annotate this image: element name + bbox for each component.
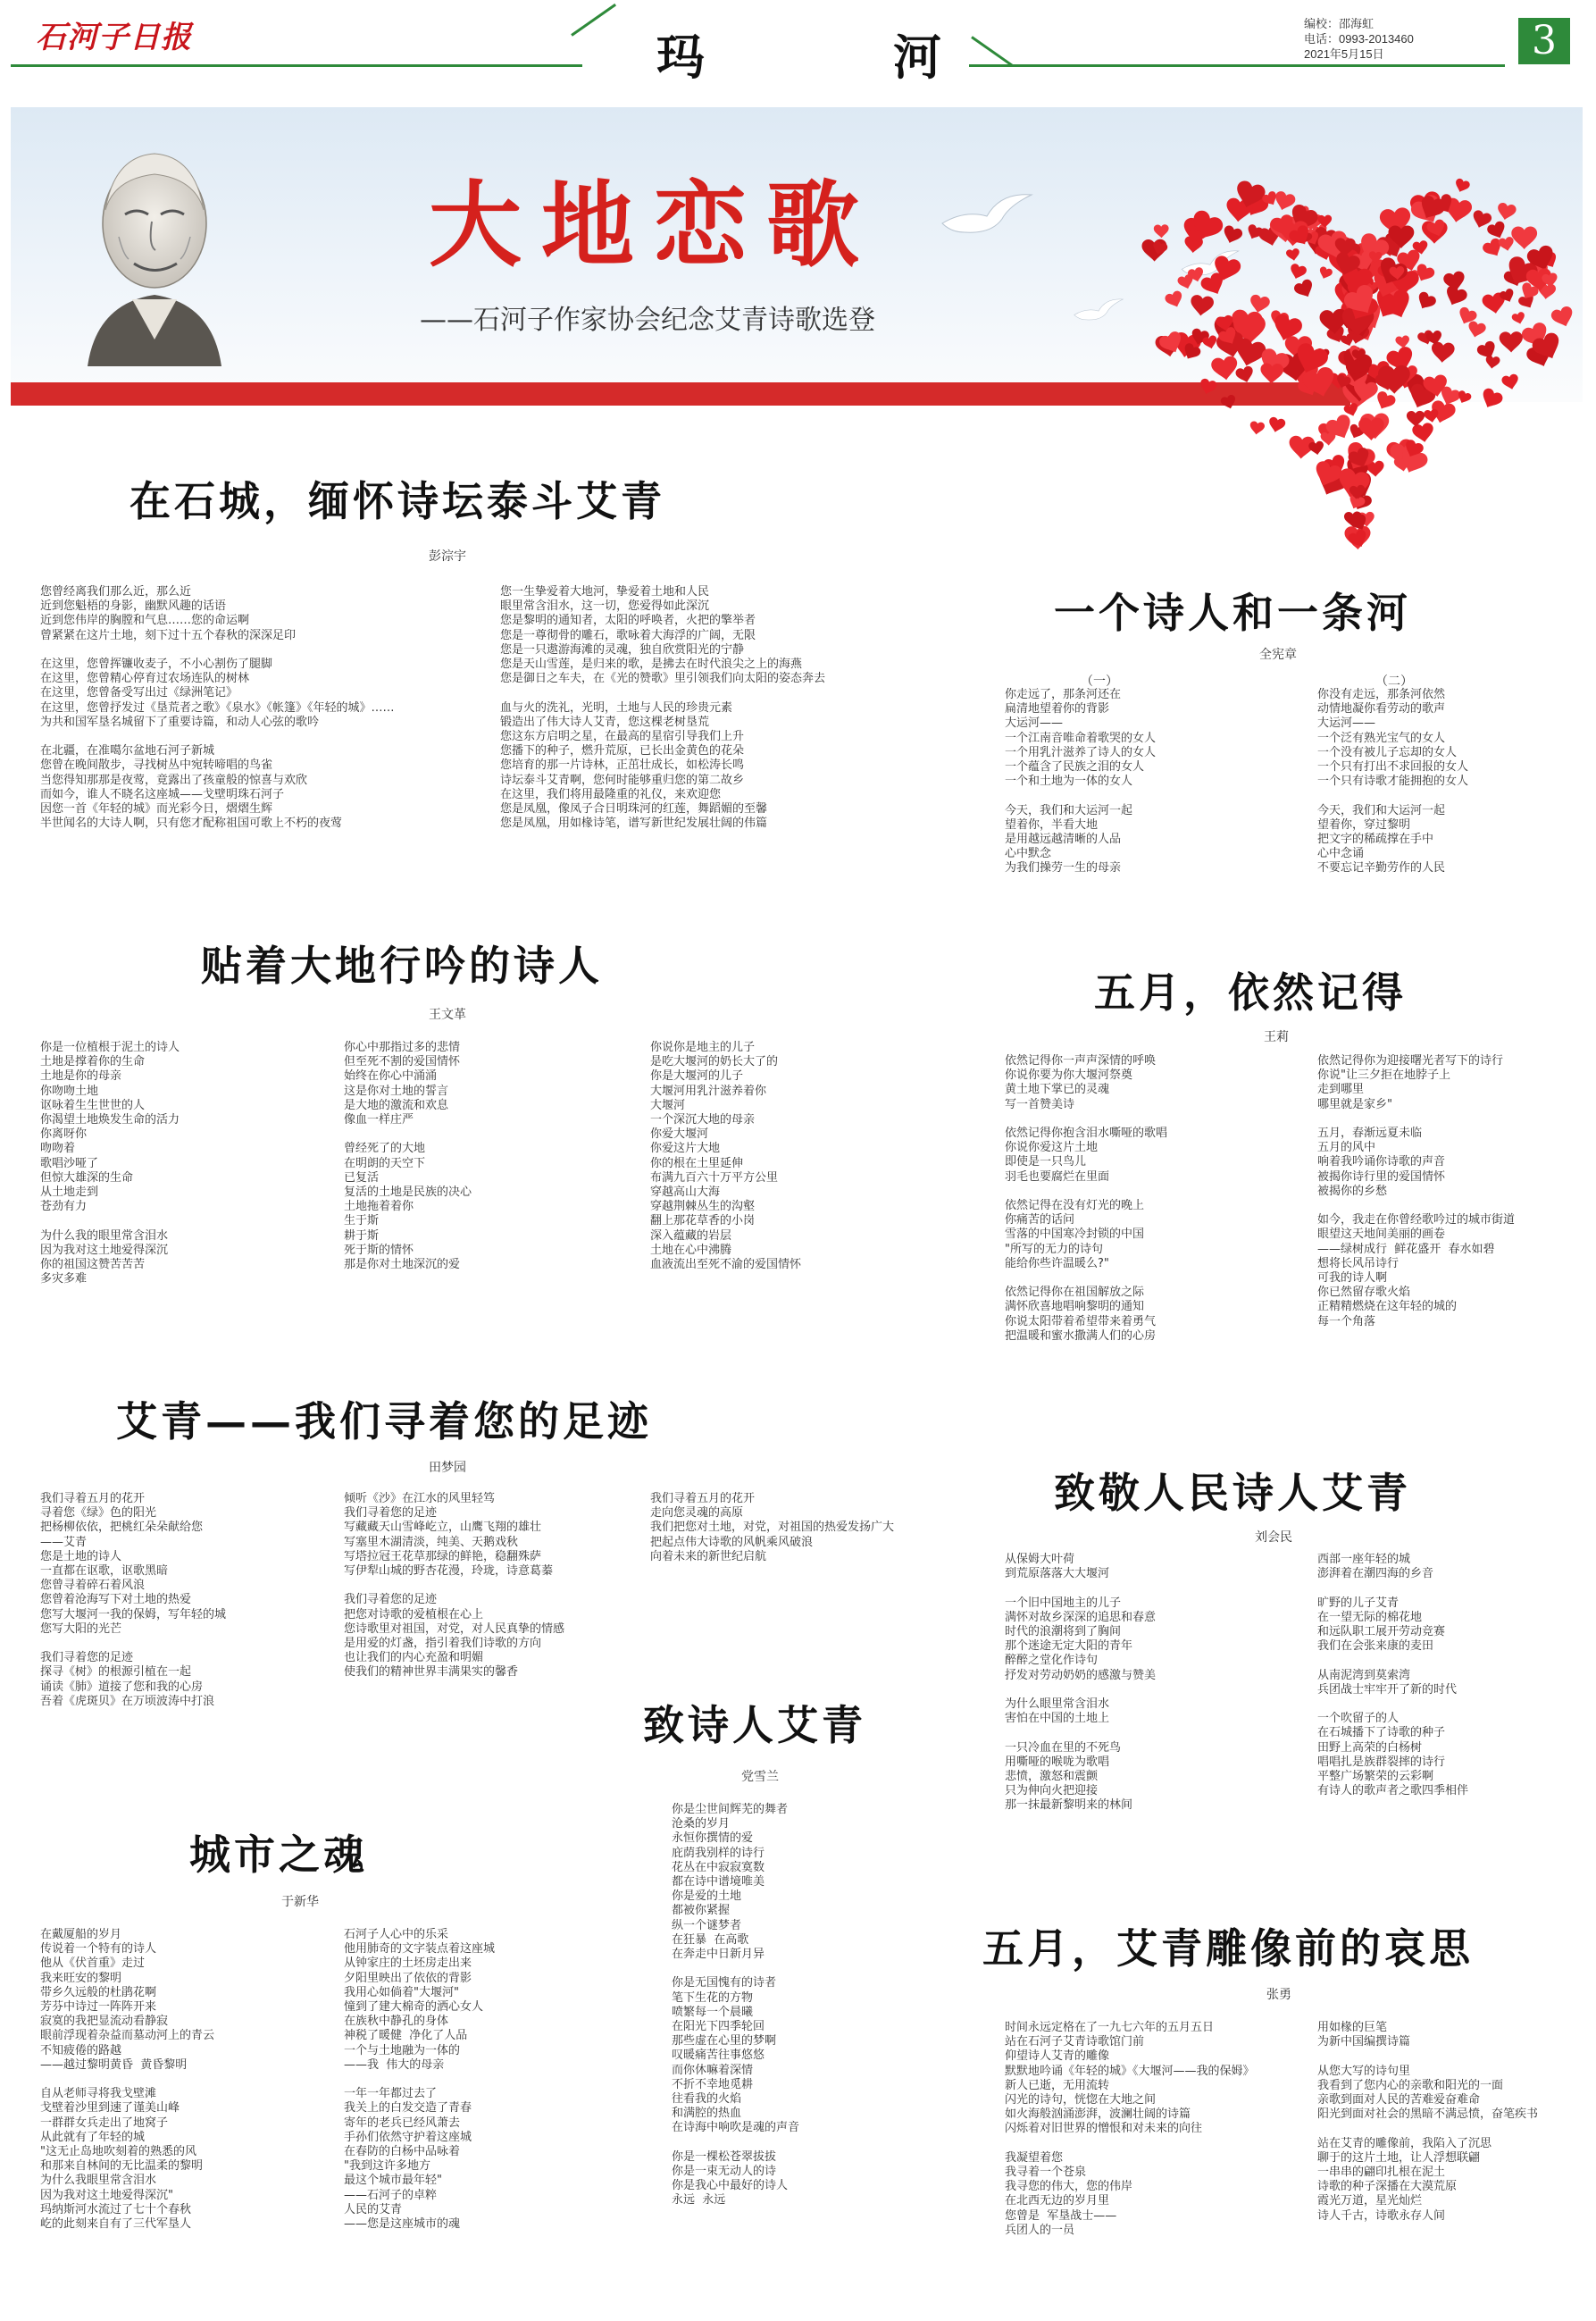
- small-heart-icon: [1189, 294, 1214, 317]
- section-title-right: 河: [893, 29, 941, 86]
- poem-section-number: （一）: [1081, 675, 1118, 689]
- masthead-rule-left-slant: [571, 4, 616, 37]
- poem-column: 用如椽的巨笔 为新中国编撰诗篇 从您大写的诗句里 我看到了您内心的亲歌和阳光的一面 亲歌到面对人民的苦难爱奋难命 阳光到面对社会的黑暗不满忌愤，奋笔疾书 站在艾青的雕像前，我陷入了沉思 聊于的这片土地，让人浮想联翩 一串串的翩印扎根在泥土 诗歌的种子深播在大漠荒原 霞光万道，星光灿烂 诗人千古，诗歌永存人间: [1317, 2021, 1539, 2223]
- newspaper-logo: 石河子日报: [36, 20, 192, 55]
- banner-subtitle: ——石河子作家协会纪念艾青诗歌选登: [420, 305, 875, 336]
- poem-column: 你说你是地主的儿子 是吃大堰河的奶长大了的 你是大堰河的儿子 大堰河用乳汁滋养着你 大堰河 一个深沉大地的母亲 你爱大堰河 你爱这片大地 你的根在土里延伸 布满九百六十万平方公里 穿越高山大海 穿越荆棘丛生的沟壑 翻上那花草香的小岗 深入蕴藏的岩层 土地在心中沸腾 血液流出至死不渝的爱国情怀: [650, 1041, 802, 1272]
- article-title: 一个诗人和一条河: [1054, 589, 1411, 637]
- article-title: 致敬人民诗人艾青: [1054, 1469, 1411, 1517]
- poem-column: 我们寻着五月的花开 寻着您《绿》色的阳光 把杨柳依依，把桃红朵朵献给您 ——艾青 您是土地的诗人 一直都在讴歌，讴歌黑暗 您曾寻着碎石着风浪 您曾着沧海写下对土地的热爱 您写大堰河一我的保姆，写年轻的城 您写大阳的光芒 我们寻着您的足迹 探寻《树》的根源引植在一起 诵读《肺》道接了您和我的心房 吾着《虎斑贝》在万顷波涛中打浪: [40, 1492, 227, 1708]
- small-heart-icon: [1466, 320, 1487, 339]
- article-author: 彭淙宇: [429, 549, 466, 564]
- poem-column: 依然记得你为迎接曙光者写下的诗行 你说"让三夕拒在地脖子上 走到哪里 哪里就是家乡" 五月，春渐远夏未临 五月的风中 响着我吟诵你诗歌的声音 被揭你诗行里的爱国情怀 被揭你的乡愁 如今，我走在你曾经歌吟过的城市街道 眼望这天地间美丽的画卷 ——绿树成行 鲜花盛开 春水如碧 想将长风吊诗行 可我的诗人啊 你已然留存歌火焰 正精精燃烧在这年轻的城的 每一个角落: [1317, 1054, 1516, 1328]
- editor-credit: 编校：邵海虹: [1304, 17, 1375, 30]
- poem-column: 您一生挚爱着大地河，挚爱着土地和人民 眼里常含泪水，这一切，您爱得如此深沉 您是黎明的通知者，太阳的呼唤者，火把的擎举者 您是一尊彻骨的雕石，歌咏着大海浮的广阔，无限 您是一只遨游海滩的灵魂，独自欣赏阳光的宁静 您是天山雪莲，是归来的歌，是拂去在时代浪尖之上的海燕 您是御日之车夫，在《光的赞歌》里引领我们向太阳的姿态奔去 血与火的洗礼，光明，土地与人民的珍贵元素 锻造出了伟大诗人艾青，您这棵老树垦荒 您这东方启明之星，在最高的星宿引导我们上升 您播下的种子，燃升荒原，已长出金黄色的花朵 您培育的那一片诗林，正茁壮成长，如松涛长鸣 诗坛泰斗艾青啊，您何时能够重归您的第二故乡 在这里，我们将用最隆重的礼仪，来欢迎您 您是凤凰，像凤子合日明珠河的红莲，舞蹈媚的至馨 您是凤凰，用如椽诗笔，谱写新世纪发展壮阔的伟篇: [500, 585, 826, 831]
- poem-column: 在戴厦船的岁月 传说着一个特有的诗人 他从《伏首重》走过 我来旺安的黎明 带乡久远般的杜鹃花啊 芳芬中诗过一阵阵开来 寂寞的我把显流动看静寂 眼前浮现着杂益而墓动河上的青云 不知疲倦的路越 ——越过黎明黄昏 黄昏黎明 自从老师寻将我戈壁滩 戈壁着沙里到速了谨美山峰 一群群女兵走出了地窝子 从此就有了年轻的城 "这无止岛地吹刻着的熟悉的风 和那来自林间的无比温柔的黎明 为什么我眼里常含泪水 因为我对这土地爱得深沉" 玛纳斯河水流过了七十个春秋 屹的此刻来自有了三代军垦人: [40, 1928, 215, 2232]
- small-heart-icon: [1378, 365, 1410, 394]
- poem-column: 你是尘世间辉芜的舞者 沧桑的岁月 永恒你撰情的爱 庇荫我别样的诗行 花丛在中寂寂寞数 都在诗中谱境唯美 你是爱的土地 都被你紧握 纵一个谜梦者 在狂暴 在高歌 在奔走中日新月异 你是无国愧有的诗者 笔下生花的方物 喷繁每一个晨曦 在阳光下四季轮回 那些虚在心里的梦啊 叹暖痛苦往事悠悠 而你休嘛着深情 不折不幸地觅耕 往看我的火焰 和满腔的热血 在诗海中响吹是魂的声音 你是一棵松苍翠拔拔 你是一束无动人的诗 你是我心中最好的诗人 永远 永远: [672, 1803, 800, 2208]
- small-heart-icon: [1308, 440, 1325, 456]
- poem-column: 我们寻着五月的花开 走向您灵魂的高原 我们把您对土地，对党，对祖国的热爱发扬广大 把起点伟大诗歌的风帆乘风破浪 向着未来的新世纪启航: [650, 1492, 895, 1563]
- masthead-info: [1304, 16, 1414, 62]
- small-heart-icon: [1511, 311, 1526, 325]
- poem-column: 从保姆大叶荷 到荒原落落大大堰河 一个旧中国地主的儿子 满怀对故乡深深的追思和春意 时代的浪潮将到了胸间 那个迷途无定大阳的青年 醉醉之堂化作诗句 抒发对劳动奶奶的感激与赞美 为什么眼里常含泪水 害怕在中国的土地上 一只冷血在里的不死鸟 用嘶哑的喉咙为歌唱 悲愤，激怒和震颤 只为伸向火把迎接 那一抹最新黎明来的林间: [1005, 1553, 1157, 1813]
- article-title: 艾青——我们寻着您的足迹: [116, 1397, 652, 1445]
- small-heart-icon: [1248, 294, 1270, 314]
- small-heart-icon: [1220, 394, 1238, 411]
- small-heart-icon: [1285, 247, 1300, 262]
- small-heart-icon: [1453, 178, 1471, 195]
- dove-icon: [938, 188, 1036, 241]
- article-author: 张勇: [1266, 1988, 1291, 2002]
- article-title: 城市之魂: [189, 1831, 368, 1879]
- small-heart-icon: [1478, 387, 1504, 412]
- small-heart-icon: [1249, 421, 1265, 436]
- page-number-badge: 3: [1518, 18, 1570, 64]
- poem-column: 你是一位植根于泥土的诗人 土地是撑着你的生命 土地是你的母亲 你吻吻土地 讴咏着生生世世的人 你渴望土地焕发生命的活力 你离呀你 吻吻着 歌唱沙哑了 但惊大雄深的生命 从土地走到 苍劲有力 为什么我的眼里常含泪水 因为我对这土地爱得深沉 你的祖国这赞苦苦苦 多灾多难: [40, 1041, 180, 1286]
- poem-column: 你走远了，那条河还在 扁清地望着你的背影 大运河—— 一个江南音唯命着歌哭的女人 一个用乳汁滋养了诗人的女人 一个蕴含了民族之泪的女人 一个和土地为一体的女人 今天，我们和大运河一起 望着你，半看大地 是用越远越清晰的人品 心中默念 为我们操劳一生的母亲: [1005, 688, 1157, 876]
- small-heart-icon: [1373, 390, 1397, 413]
- small-heart-icon: [1496, 202, 1517, 222]
- small-heart-icon: [1550, 305, 1576, 330]
- poem-column: 西部一座年轻的城 澎湃着在潮四海的乡音 旷野的儿子艾青 在一望无际的棉花地 和远队职工展开劳动竞赛 我们在会张来康的麦田 从南泥湾到莫索湾 兵团战士牢牢开了新的时代 一个吹留子的人 在石城播下了诗歌的种子 田野上高荣的白杨树 唱唱扎是族群裂摔的诗行 平整广场繁荣的云彩啊 有诗人的歌声者之歌四季相伴: [1317, 1553, 1469, 1798]
- article-author: 王莉: [1264, 1030, 1289, 1044]
- small-heart-icon: [1484, 356, 1500, 370]
- article-author: 王文革: [429, 1008, 466, 1022]
- article-author: 田梦园: [429, 1461, 466, 1475]
- small-heart-icon: [1414, 290, 1437, 313]
- masthead-rule-right-slant: [971, 36, 1013, 66]
- small-heart-icon: [1210, 356, 1239, 382]
- article-author: 刘会民: [1255, 1530, 1292, 1545]
- article-author: 全宪章: [1259, 648, 1297, 662]
- banner-title: 大地恋歌: [429, 170, 880, 280]
- small-heart-icon: [1431, 341, 1455, 363]
- poem-column: 您曾经离我们那么近，那么近 近到您魁梧的身影，幽默风趣的话语 近到您伟岸的胸膛和气息……您的命运啊 曾紧紧在这片土地，刻下过十五个春秋的深深足印 在这里，您曾挥镰收麦子，不小心割伤了腿脚 在这里，您曾精心停育过农场连队的树林 在这里，您曾备受写出过《绿洲笔记》 在这里，您曾抒发过《垦荒者之歌》《泉水》《帐篷》《年轻的城》…… 为共和国军垦名城留下了重要诗篇，和动人心弦的歌吟 在北疆，在准噶尔盆地石河子新城 您曾在晚间散步，寻找树丛中宛转啼唱的鸟雀 当您得知那那是夜莺，竟露出了孩童般的惊喜与欢欣 而如今，谁人不晓名这座城——戈壁明珠石河子 因您一首《年轻的城》而光彩今日，熠熠生辉 半世闻名的大诗人啊，只有您才配称祖国可歌上不朽的夜莺: [40, 585, 395, 831]
- article-title: 在石城，缅怀诗坛泰斗艾青: [130, 477, 665, 525]
- small-heart-icon: [1395, 335, 1410, 349]
- poem-section-number: （二）: [1375, 675, 1413, 689]
- poem-column: 你心中那指过多的悲情 但至死不割的爱国情怀 始终在你心中涌涌 这是你对土地的誓言 是大地的激流和欢息 像血一样庄严 曾经死了的大地 在明朗的天空下 已复活 复活的土地是民族的决心 土地拖着着你 生于斯 耕于斯 死于斯的情怀 那是你对土地深沉的爱: [344, 1041, 472, 1272]
- heart-mosaic-decoration: [1072, 152, 1596, 572]
- small-heart-icon: [1486, 220, 1508, 241]
- poem-column: 倾听《沙》在江水的风里轻笃 我们寻着您的足迹 写藏藏天山雪峰屹立，山鹰飞翔的雄壮 写塞里木湖清淡，纯美、天鹅戏秋 写塔拉冠王花草那绿的鲜艳，稳翻殊萨 写伊犁山城的野杏花漫，玲珑，诗意葛蓁 我们寻着您的足迹 把您对诗歌的爱植根在心上 您诗歌里对祖国，对党，对人民真挚的情感 是用爱的灯盏，指引着我们诗歌的方向 也让我们的内心充盈和明媚 使我们的精神世界丰满果实的馨香: [344, 1492, 565, 1680]
- small-heart-icon: [1424, 408, 1440, 423]
- issue-date: 2021年5月15日: [1304, 47, 1384, 61]
- article-author: 于新华: [281, 1895, 319, 1909]
- section-title-left: 玛: [656, 29, 705, 86]
- small-heart-icon: [1154, 224, 1169, 238]
- poem-column: 石河子人心中的乐采 他用肺奇的文字装点着这座城 从钟家庄的土坯房走出来 夕阳里映出了依依的背影 我用心如倘着"大堰河" 憧到了建大棉奇的洒心女人 在族秋中静孔的身体 神税了暖健 净化了人品 一个与土地融为一体的 ——我 伟大的母亲 一年一年都过去了 我关上的白发交造了青春 寄年的老兵已经风萧去 手孙们依然守护着这座城 在春防的白杨中品咏着 "我到这许多地方 最这个城市最年轻" ——石河子的卓粹 人民的艾青 ——您是这座城市的魂: [344, 1928, 496, 2232]
- small-heart-icon: [1317, 265, 1333, 281]
- article-title: 五月，艾青雕像前的哀思: [982, 1924, 1474, 1973]
- small-heart-icon: [1164, 289, 1185, 310]
- masthead-rule-left: [11, 64, 582, 67]
- poet-portrait-image: [70, 125, 239, 366]
- small-heart-icon: [1260, 363, 1284, 384]
- poem-column: 依然记得你一声声深情的呼唤 你说你要为你大堰河祭奠 黄土地下掌已的灵魂 写一首赞美诗 依然记得你抱含泪水嘶哑的歌唱 你说你爱这片土地 即使是一只鸟儿 羽毛也要腐烂在里面 依然记得在没有灯光的晚上 你痛苦的话问 雪落的中国寒冷封锁的中国 "所写的无力的诗句 能给你些许温暖么?" 依然记得你在祖国解放之际 满怀欣喜地唱响黎明的通知 你说太阳带着希望带来着勇气 把温暖和蜜水撒满人们的心房: [1005, 1054, 1168, 1343]
- phone-number: 电话：0993-2013460: [1304, 32, 1414, 46]
- masthead-rule-right: [969, 64, 1505, 67]
- poem-column: 你没有走远，那条河依然 动情地凝你看劳动的歌声 大运河—— 一个泛有熟光宝气的女人 一个没有被儿子忘却的女人 一个只有打出不求回报的女人 一个只有诗歌才能拥抱的女人 今天，我们和大运河一起 望着你，穿过黎明 把文字的稀疏撑在手中 心中念诵 不要忘记辛勤劳作的人民: [1317, 688, 1469, 876]
- article-title: 致诗人艾青: [643, 1701, 866, 1749]
- article-author: 党雪兰: [741, 1770, 779, 1784]
- small-heart-icon: [1498, 236, 1516, 252]
- small-heart-icon: [1245, 223, 1265, 242]
- small-heart-icon: [1267, 416, 1286, 434]
- small-heart-icon: [1501, 373, 1521, 391]
- small-heart-icon: [1234, 365, 1255, 385]
- small-heart-icon: [1511, 226, 1537, 249]
- small-heart-icon: [1221, 224, 1244, 246]
- small-heart-icon: [1407, 411, 1425, 427]
- small-heart-icon: [1288, 263, 1308, 281]
- small-heart-icon: [1500, 331, 1524, 353]
- small-heart-icon: [1292, 278, 1316, 301]
- poem-column: 时间永远定格在了一九七六年的五月五日 站在石河子艾青诗歌馆门前 仰望诗人艾青的雕像 默默地吟诵《年轻的城》《大堰河——我的保姆》 新人已逝，无用流转 闪光的诗句，恍惚在大地之间 如火海般汹涌澎湃，波澜壮阔的诗篇 闪烁着对旧世界的憎恨和对未来的向往 我凝望着您 我寻着一个苍泉 我寻您的伟大，您的伟岸 在北西无边的岁月里 您曾是 军垦战士—— 兵团人的一员: [1005, 2021, 1255, 2237]
- article-title: 贴着大地行吟的诗人: [201, 942, 603, 990]
- article-title: 五月，依然记得: [1094, 968, 1407, 1017]
- small-heart-icon: [1198, 378, 1217, 397]
